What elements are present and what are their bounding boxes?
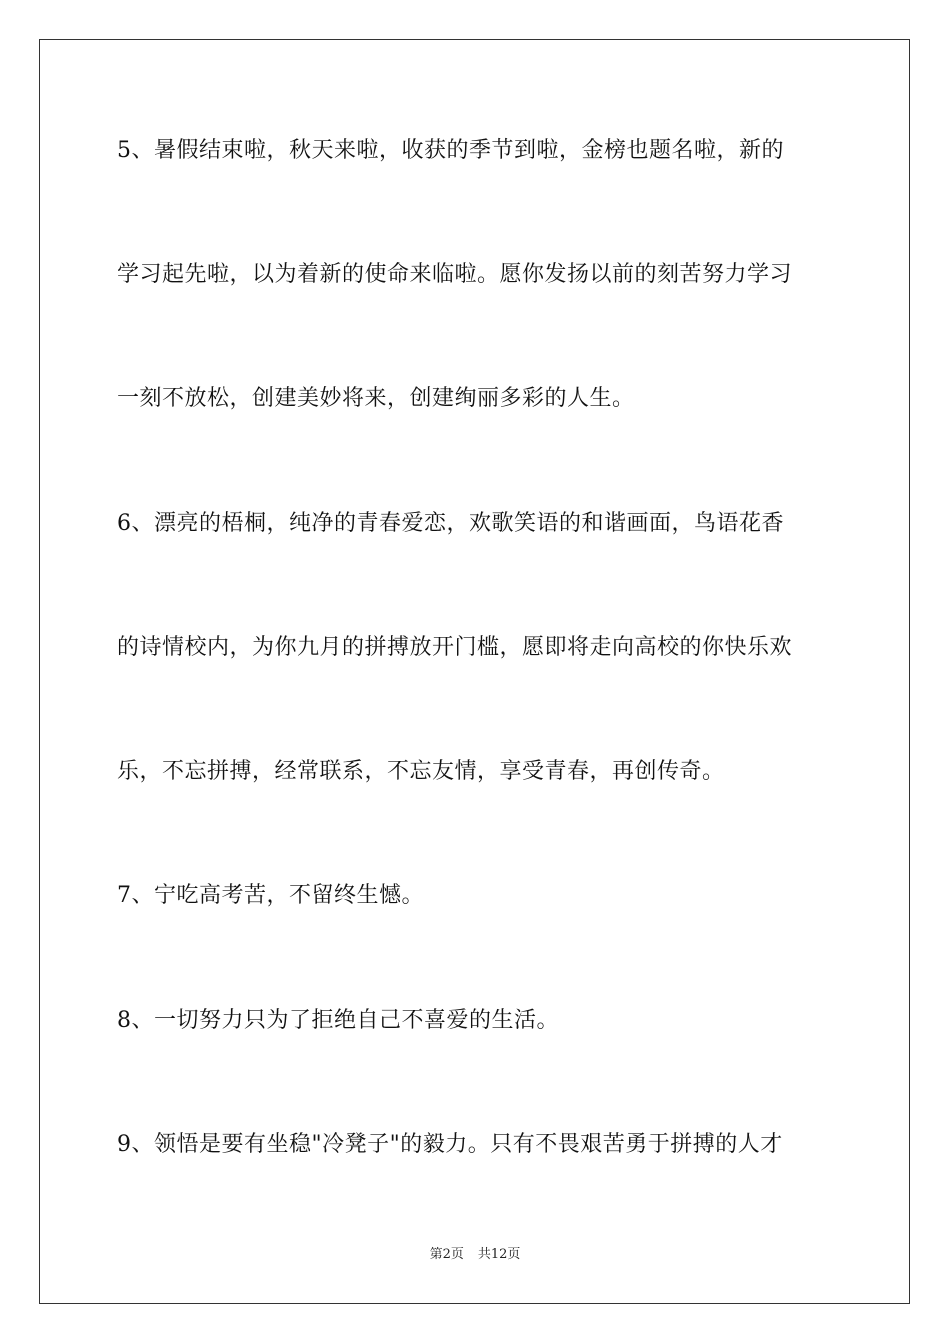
paragraph-line: 学习起先啦，以为着新的使命来临啦。愿你发扬以前的刻苦努力学习 [117,262,793,287]
paragraph-line: 一刻不放松，创建美妙将来，创建绚丽多彩的人生。 [117,386,635,411]
page-number: 第2页 [429,1247,464,1262]
page-border [39,39,910,1304]
page-footer [0,1246,950,1264]
paragraph-line: 6、漂亮的梧桐，纯净的青春爱恋，欢歌笑语的和谐画面，鸟语花香 [117,511,784,536]
paragraph-line: 乐，不忘拼搏，经常联系，不忘友情，享受青春，再创传奇。 [117,759,725,784]
paragraph-line: 5、暑假结束啦，秋天来啦，收获的季节到啦，金榜也题名啦，新的 [117,138,784,163]
paragraph-line: 的诗情校内，为你九月的拼搏放开门槛，愿即将走向高校的你快乐欢 [117,635,793,660]
paragraph-line: 8、一切努力只为了拒绝自己不喜爱的生活。 [117,1008,559,1033]
paragraph-line: 7、宁吃高考苦，不留终生憾。 [117,883,424,908]
paragraph-line: 9、领悟是要有坐稳"冷凳子"的毅力。只有不畏艰苦勇于拼搏的人才 [117,1132,783,1157]
page-total: 共12页 [477,1247,521,1262]
